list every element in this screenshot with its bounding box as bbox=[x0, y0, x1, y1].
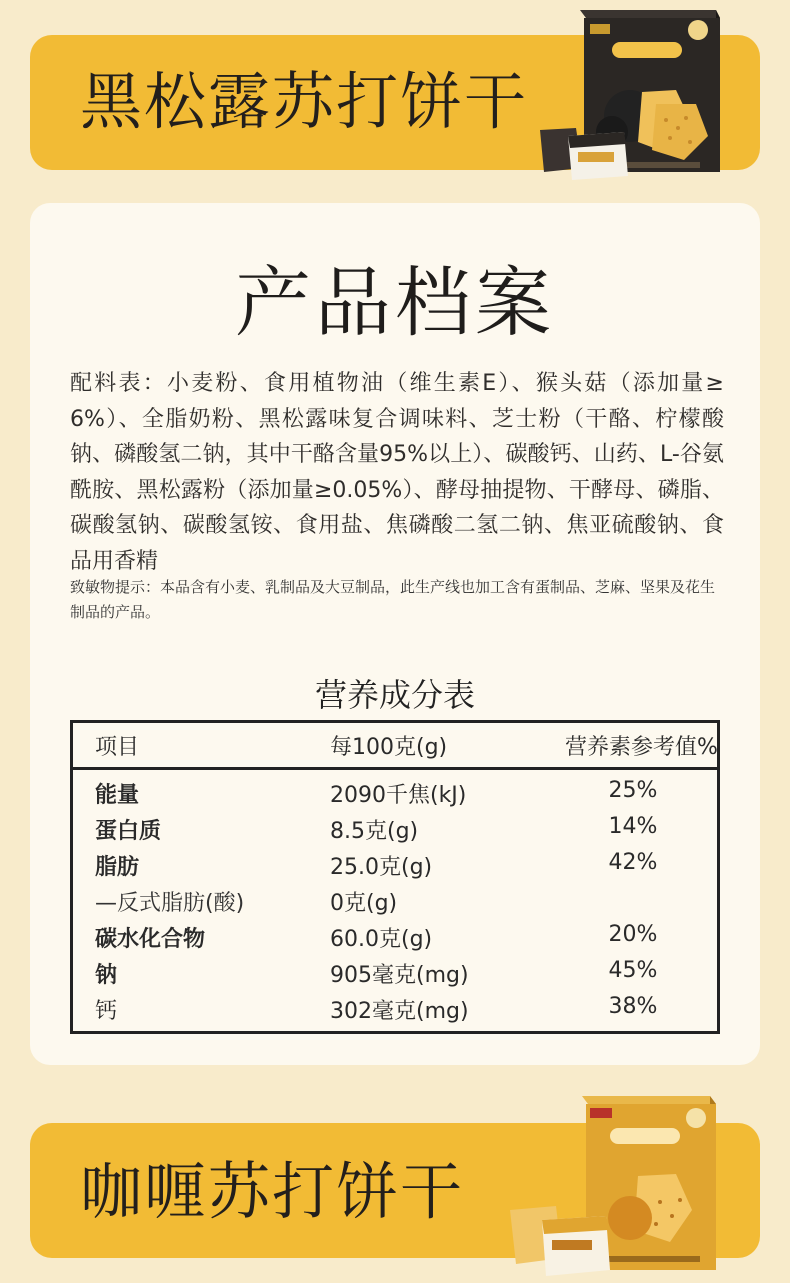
table-row bbox=[73, 778, 717, 814]
nutrient-name: 蛋白质 bbox=[95, 819, 162, 844]
nutrient-name: 钠 bbox=[95, 963, 118, 988]
banner-title: 咖喱苏打饼干 bbox=[80, 1155, 465, 1228]
nutrition-table-header bbox=[73, 723, 717, 770]
banner-title: 黑松露苏打饼干 bbox=[80, 65, 529, 138]
table-row bbox=[73, 886, 717, 922]
nutrition-table bbox=[70, 720, 720, 1034]
table-row bbox=[73, 814, 717, 850]
nutrient-name: 能量 bbox=[95, 783, 140, 808]
nutrient-value: 8.5克(g) bbox=[330, 819, 419, 844]
truffle-package-image bbox=[520, 4, 730, 184]
table-row bbox=[73, 958, 717, 994]
nutrient-value: 60.0克(g) bbox=[330, 927, 433, 952]
header-nrv: 营养素参考值% bbox=[565, 735, 718, 760]
nutrition-table-title: 营养成分表 bbox=[314, 676, 475, 714]
nutrient-value: 0克(g) bbox=[330, 891, 398, 916]
nutrient-value: 302毫克(mg) bbox=[330, 999, 469, 1024]
nutrient-nrv: 14% bbox=[608, 814, 658, 839]
nutrient-nrv: 25% bbox=[608, 778, 658, 803]
nutrient-name: 钙 bbox=[95, 999, 118, 1024]
nutrient-name: —反式脂肪(酸) bbox=[95, 891, 245, 916]
curry-package-image bbox=[510, 1090, 730, 1279]
nutrient-name: 碳水化合物 bbox=[95, 927, 206, 952]
allergen-notice: 致敏物提示：本品含有小麦、乳制品及大豆制品，此生产线也加工含有蛋制品、芝麻、坚果及花生制品的产品。 bbox=[70, 578, 716, 621]
nutrient-nrv: 20% bbox=[608, 922, 658, 947]
nutrient-value: 25.0克(g) bbox=[330, 855, 433, 880]
nutrient-nrv: 42% bbox=[608, 850, 658, 875]
table-row bbox=[73, 922, 717, 958]
nutrient-value: 2090千焦(kJ) bbox=[330, 783, 467, 808]
nutrient-nrv: 38% bbox=[608, 994, 658, 1019]
header-per-100g: 每100克(g) bbox=[330, 735, 448, 760]
header-item: 项目 bbox=[95, 735, 140, 760]
product-profile-card bbox=[30, 203, 760, 1065]
table-row bbox=[73, 850, 717, 886]
ingredients-text: 配料表：小麦粉、食用植物油（维生素E）、猴头菇（添加量≥6%）、全脂奶粉、黑松露味复合调味料、芝士粉（干酪、柠檬酸钠、磷酸氢二钠，其中干酪含量95%以上）、碳酸钙、山药、L-谷氨酰胺、黑松露粉（添加量≥0.05%）、酵母抽提物、干酵母、磷脂、碳酸氢钠、碳酸氢铵、食用盐、焦磷酸二氢二钠、焦亚硫酸钠、食品用香精 bbox=[70, 371, 724, 574]
profile-title: 产品档案 bbox=[235, 258, 555, 347]
nutrient-value: 905毫克(mg) bbox=[330, 963, 469, 988]
nutrient-nrv: 45% bbox=[608, 958, 658, 983]
nutrient-name: 脂肪 bbox=[95, 855, 140, 880]
table-row bbox=[73, 994, 717, 1030]
